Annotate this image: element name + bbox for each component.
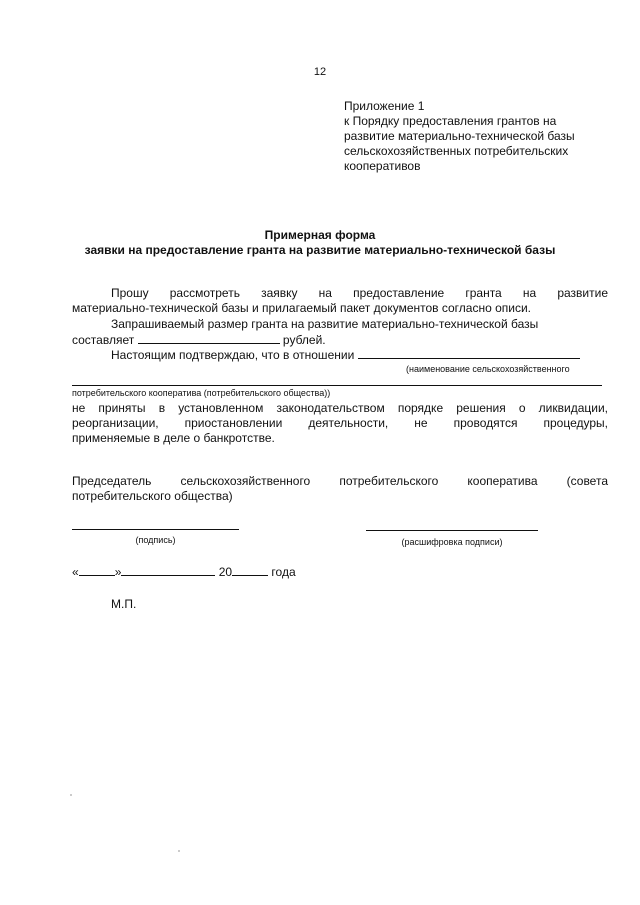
paragraph-no-liquidation-line2: реорганизации, приостановлении деятельности, не проводятся процедуры, — [72, 416, 608, 430]
paragraph-amount-line1: Запрашиваемый размер гранта на развитие материально-технической базы — [111, 317, 539, 331]
day-blank-field[interactable] — [79, 564, 115, 576]
paragraph-confirmation — [111, 347, 608, 363]
signature-decoding-caption: (расшифровка подписи) — [401, 537, 503, 547]
paragraph-no-liquidation-line3: применяемые в деле о банкротстве. — [72, 431, 275, 445]
scan-speck — [70, 794, 72, 796]
cooperative-name-caption-part1: (наименование сельскохозяйственного — [406, 364, 570, 374]
cooperative-name-blank-field[interactable] — [358, 347, 580, 359]
year-suffix: года — [271, 565, 296, 579]
appendix-line: развитие материально-технической базы — [344, 129, 575, 143]
paragraph-amount-line2 — [72, 332, 608, 348]
signature-caption: (подпись) — [135, 535, 176, 545]
amount-currency: рублей. — [282, 333, 326, 347]
cooperative-name-blank-line[interactable] — [72, 385, 602, 386]
appendix-line: к Порядку предоставления грантов на — [344, 114, 557, 128]
signature-line[interactable] — [72, 529, 239, 530]
paragraph-request-line1: Прошу рассмотреть заявку на предоставление гранта на развитие — [111, 286, 608, 300]
year-prefix: 20 — [218, 565, 233, 579]
paragraph-request-line2: материально-технической базы и прилагаемый пакет документов согласно описи. — [72, 301, 532, 315]
chairman-label-line1: Председатель сельскохозяйственного потребительского кооператива (совета — [72, 474, 608, 488]
year-blank-field[interactable] — [232, 564, 268, 576]
page-number: 12 — [313, 66, 327, 78]
paragraph-no-liquidation-line1: не приняты в установленном законодательством порядке решения о ликвидации, — [72, 401, 608, 415]
cooperative-name-caption-part2: потребительского кооператива (потребительского общества)) — [72, 388, 331, 398]
month-blank-field[interactable] — [121, 564, 215, 576]
appendix-line: Приложение 1 — [344, 99, 425, 113]
signature-decoding-line[interactable] — [366, 530, 538, 531]
amount-label: составляет — [72, 333, 135, 347]
chairman-label-line2: потребительского общества) — [72, 489, 233, 503]
date-close-quote: » — [114, 565, 122, 579]
date-line — [72, 564, 608, 580]
appendix-header — [344, 99, 614, 174]
appendix-line: кооперативов — [344, 159, 421, 173]
stamp-place: М.П. — [111, 597, 137, 611]
confirmation-text: Настоящим подтверждаю, что в отношении — [111, 348, 355, 362]
date-open-quote: « — [72, 565, 79, 579]
amount-blank-field[interactable] — [138, 332, 280, 344]
form-subtitle: заявки на предоставление гранта на развитие материально-технической базы — [84, 243, 556, 257]
form-title: Примерная форма — [264, 228, 376, 242]
appendix-line: сельскохозяйственных потребительских — [344, 144, 569, 158]
scan-speck — [178, 850, 180, 852]
